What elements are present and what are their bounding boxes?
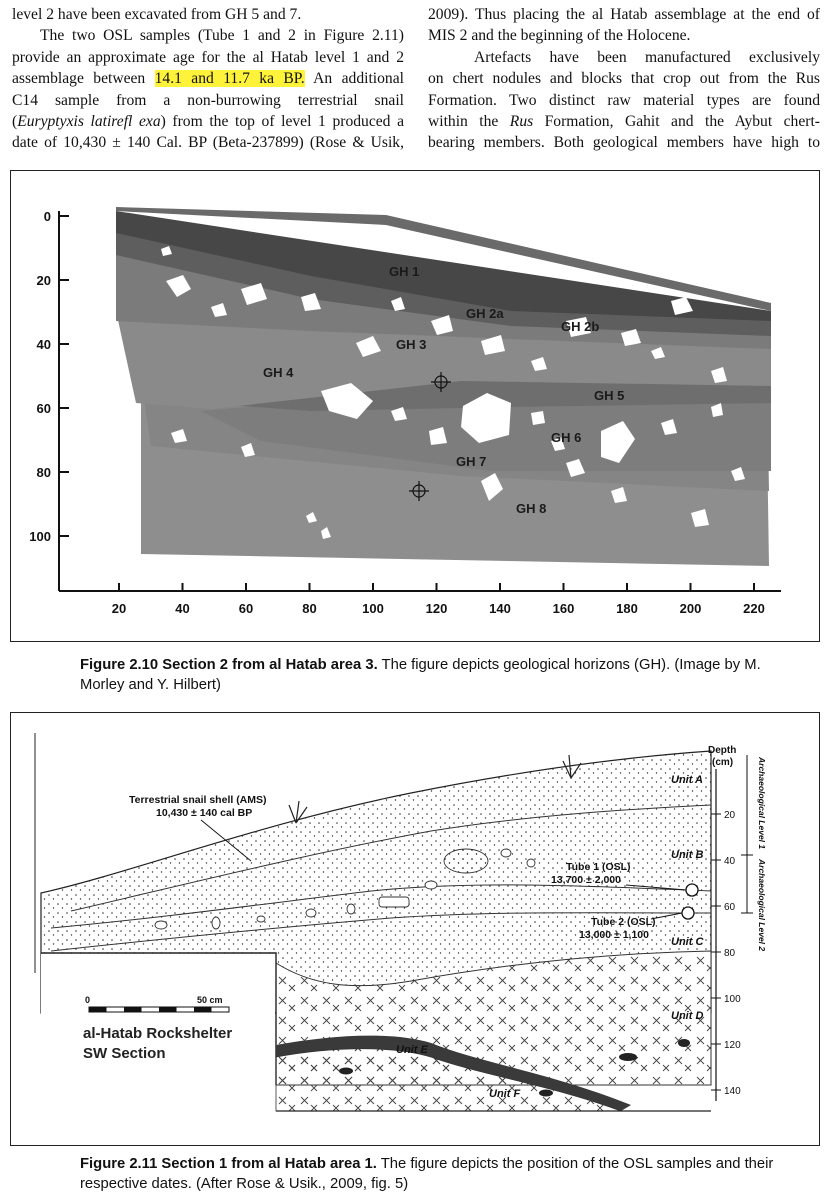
text-span: An additional — [304, 70, 404, 88]
left-column — [12, 4, 404, 154]
text-line: level 2 have been excavated from GH 5 and 7. — [12, 6, 302, 23]
x-tick-label: 180 — [616, 601, 638, 616]
figure-2-10 — [10, 170, 820, 642]
unit-label-a: Unit A — [671, 774, 703, 786]
site-title-line1: al-Hatab Rockshelter — [83, 1025, 233, 1042]
text-line — [428, 111, 820, 132]
rock — [531, 411, 545, 425]
nodule — [619, 1053, 637, 1061]
scale-bar — [89, 1007, 229, 1012]
y-tick-label: 100 — [29, 529, 51, 544]
text-span: Artefacts have been manufactured exclusively — [474, 48, 820, 66]
unit-label-b: Unit B — [671, 849, 704, 861]
depth-title: Depth — [708, 745, 737, 756]
right-column — [428, 4, 820, 154]
tube2-marker — [682, 907, 694, 919]
geological-section-diagram — [11, 171, 819, 641]
clast — [155, 921, 167, 929]
scale-start-label: 0 — [85, 995, 91, 1005]
depth-tick-label: 140 — [724, 1086, 741, 1097]
clast — [444, 849, 488, 873]
depth-tick-label: 60 — [724, 902, 736, 913]
text-line — [12, 68, 404, 89]
unit-label-f: Unit F — [489, 1088, 521, 1100]
figure-2-11 — [10, 712, 820, 1146]
level-2-label: Archaeological Level 2 — [757, 859, 767, 952]
x-tick-label: 40 — [175, 601, 190, 616]
unit-label-c: Unit C — [671, 936, 704, 948]
tube1-marker — [686, 884, 698, 896]
formation-name: Rus — [509, 113, 534, 131]
clast — [306, 909, 316, 917]
depth-unit: (cm) — [712, 757, 734, 768]
depth-tick-label: 20 — [724, 810, 736, 821]
clast — [425, 881, 437, 889]
void-area — [41, 954, 275, 1084]
horizon-label-gh7: GH 7 — [456, 454, 487, 469]
horizon-label-gh3: GH 3 — [396, 337, 427, 352]
rockshelter-section-drawing — [11, 713, 819, 1145]
horizon-label-gh2a: GH 2a — [466, 306, 504, 321]
x-tick-label: 200 — [679, 601, 702, 616]
snail-date: 10,430 ± 140 cal BP — [156, 807, 253, 819]
caption-text: The figure depicts geological horizons (GH). (Image by M. Morley and Y. Hilbert) — [80, 657, 761, 693]
depth-tick-label: 40 — [724, 856, 736, 867]
unit-label-d: Unit D — [671, 1010, 704, 1022]
text-line: (Euryptyxis latirefl exa) from the top of level 1 produced a — [12, 113, 405, 131]
clast — [501, 849, 511, 857]
text-line: bearing members. Both geological members have high to — [428, 134, 820, 152]
horizon-label-gh5: GH 5 — [594, 388, 625, 403]
caption-text: The figure depicts the position of the OSL samples and their respective dates. (After Rose & Usik., 2009, fig. 5) — [80, 1156, 774, 1192]
snail-label: Terrestrial snail shell (AMS) — [129, 794, 267, 806]
horizon-label-gh1: GH 1 — [389, 264, 420, 279]
level-1-label: Archaeological Level 1 — [757, 757, 767, 850]
unit-label-e: Unit E — [396, 1044, 428, 1056]
clast — [257, 916, 265, 922]
text-span: Formation, Gahit and the Aybut chert- — [533, 113, 820, 131]
text-line: Formation. Two distinct raw material types are found — [428, 91, 820, 109]
horizon-label-gh6: GH 6 — [551, 430, 582, 445]
nodule — [539, 1090, 553, 1097]
y-tick-label: 60 — [36, 401, 51, 416]
nodule — [339, 1068, 353, 1075]
x-tick-label: 20 — [111, 601, 127, 616]
text-line: on chert nodules and blocks that crop out from the Rus — [428, 70, 820, 88]
y-tick-group — [29, 209, 69, 544]
clast — [347, 904, 355, 914]
text-line: MIS 2 and the beginning of the Holocene. — [428, 27, 691, 45]
horizon-label-gh4: GH 4 — [263, 365, 294, 380]
tube1-label: Tube 1 (OSL) — [566, 861, 631, 873]
horizon-label-gh8: GH 8 — [516, 501, 547, 516]
highlighted-date: 14.1 and 11.7 ka BP. — [154, 70, 305, 88]
text-line: 2009). Thus placing the al Hatab assemblage at the end of — [428, 6, 820, 23]
text-line: provide an approximate age for the al Hatab level 1 and 2 — [12, 48, 404, 66]
caption-title: Figure 2.11 Section 1 from al Hatab area 1. — [80, 1156, 377, 1172]
x-tick-label: 100 — [362, 601, 384, 616]
y-tick-label: 40 — [36, 337, 51, 352]
x-tick-label: 80 — [302, 601, 317, 616]
text-line: date of 10,430 ± 140 Cal. BP (Beta-237899) (Rose & Usik, — [12, 134, 404, 152]
clast — [379, 897, 409, 907]
species-name: Euryptyxis latirefl exa — [17, 113, 161, 131]
figure-2-11-caption — [80, 1155, 800, 1194]
x-tick-label: 140 — [489, 601, 511, 616]
text-line — [12, 25, 404, 46]
y-tick-label: 80 — [36, 465, 51, 480]
scale-end-label: 50 cm — [197, 995, 223, 1005]
nodule — [678, 1039, 690, 1047]
text-span: ) from the top of level 1 produced a — [160, 113, 405, 131]
tube2-label: Tube 2 (OSL) — [591, 916, 656, 928]
y-tick-label: 20 — [36, 273, 51, 288]
tube1-date: 13,700 ± 2,000 — [551, 874, 621, 886]
text-line — [428, 47, 820, 68]
depth-tick-label: 100 — [724, 994, 741, 1005]
x-tick-label: 120 — [425, 601, 448, 616]
body-text-columns — [12, 4, 818, 164]
depth-tick-label: 80 — [724, 948, 736, 959]
x-tick-label: 220 — [743, 601, 765, 616]
figure-2-10-caption — [80, 656, 800, 695]
x-tick-group — [112, 583, 765, 616]
clast — [527, 859, 535, 867]
text-span: The two OSL samples (Tube 1 and 2 in Figure 2.11) — [40, 27, 404, 45]
site-title-line2: SW Section — [83, 1045, 166, 1062]
y-tick-label: 0 — [43, 209, 51, 224]
x-tick-label: 160 — [552, 601, 575, 616]
text-span: assemblage between — [12, 70, 155, 88]
clast — [212, 917, 220, 929]
text-span: within the — [428, 113, 510, 131]
horizon-label-gh2b: GH 2b — [561, 319, 600, 334]
depth-tick-label: 120 — [724, 1040, 741, 1051]
text-line: C14 sample from a non-burrowing terrestrial snail — [12, 91, 404, 109]
tube2-date: 13,000 ± 1,100 — [579, 929, 649, 941]
x-tick-label: 60 — [238, 601, 254, 616]
caption-title: Figure 2.10 Section 2 from al Hatab area 3. — [80, 657, 378, 673]
